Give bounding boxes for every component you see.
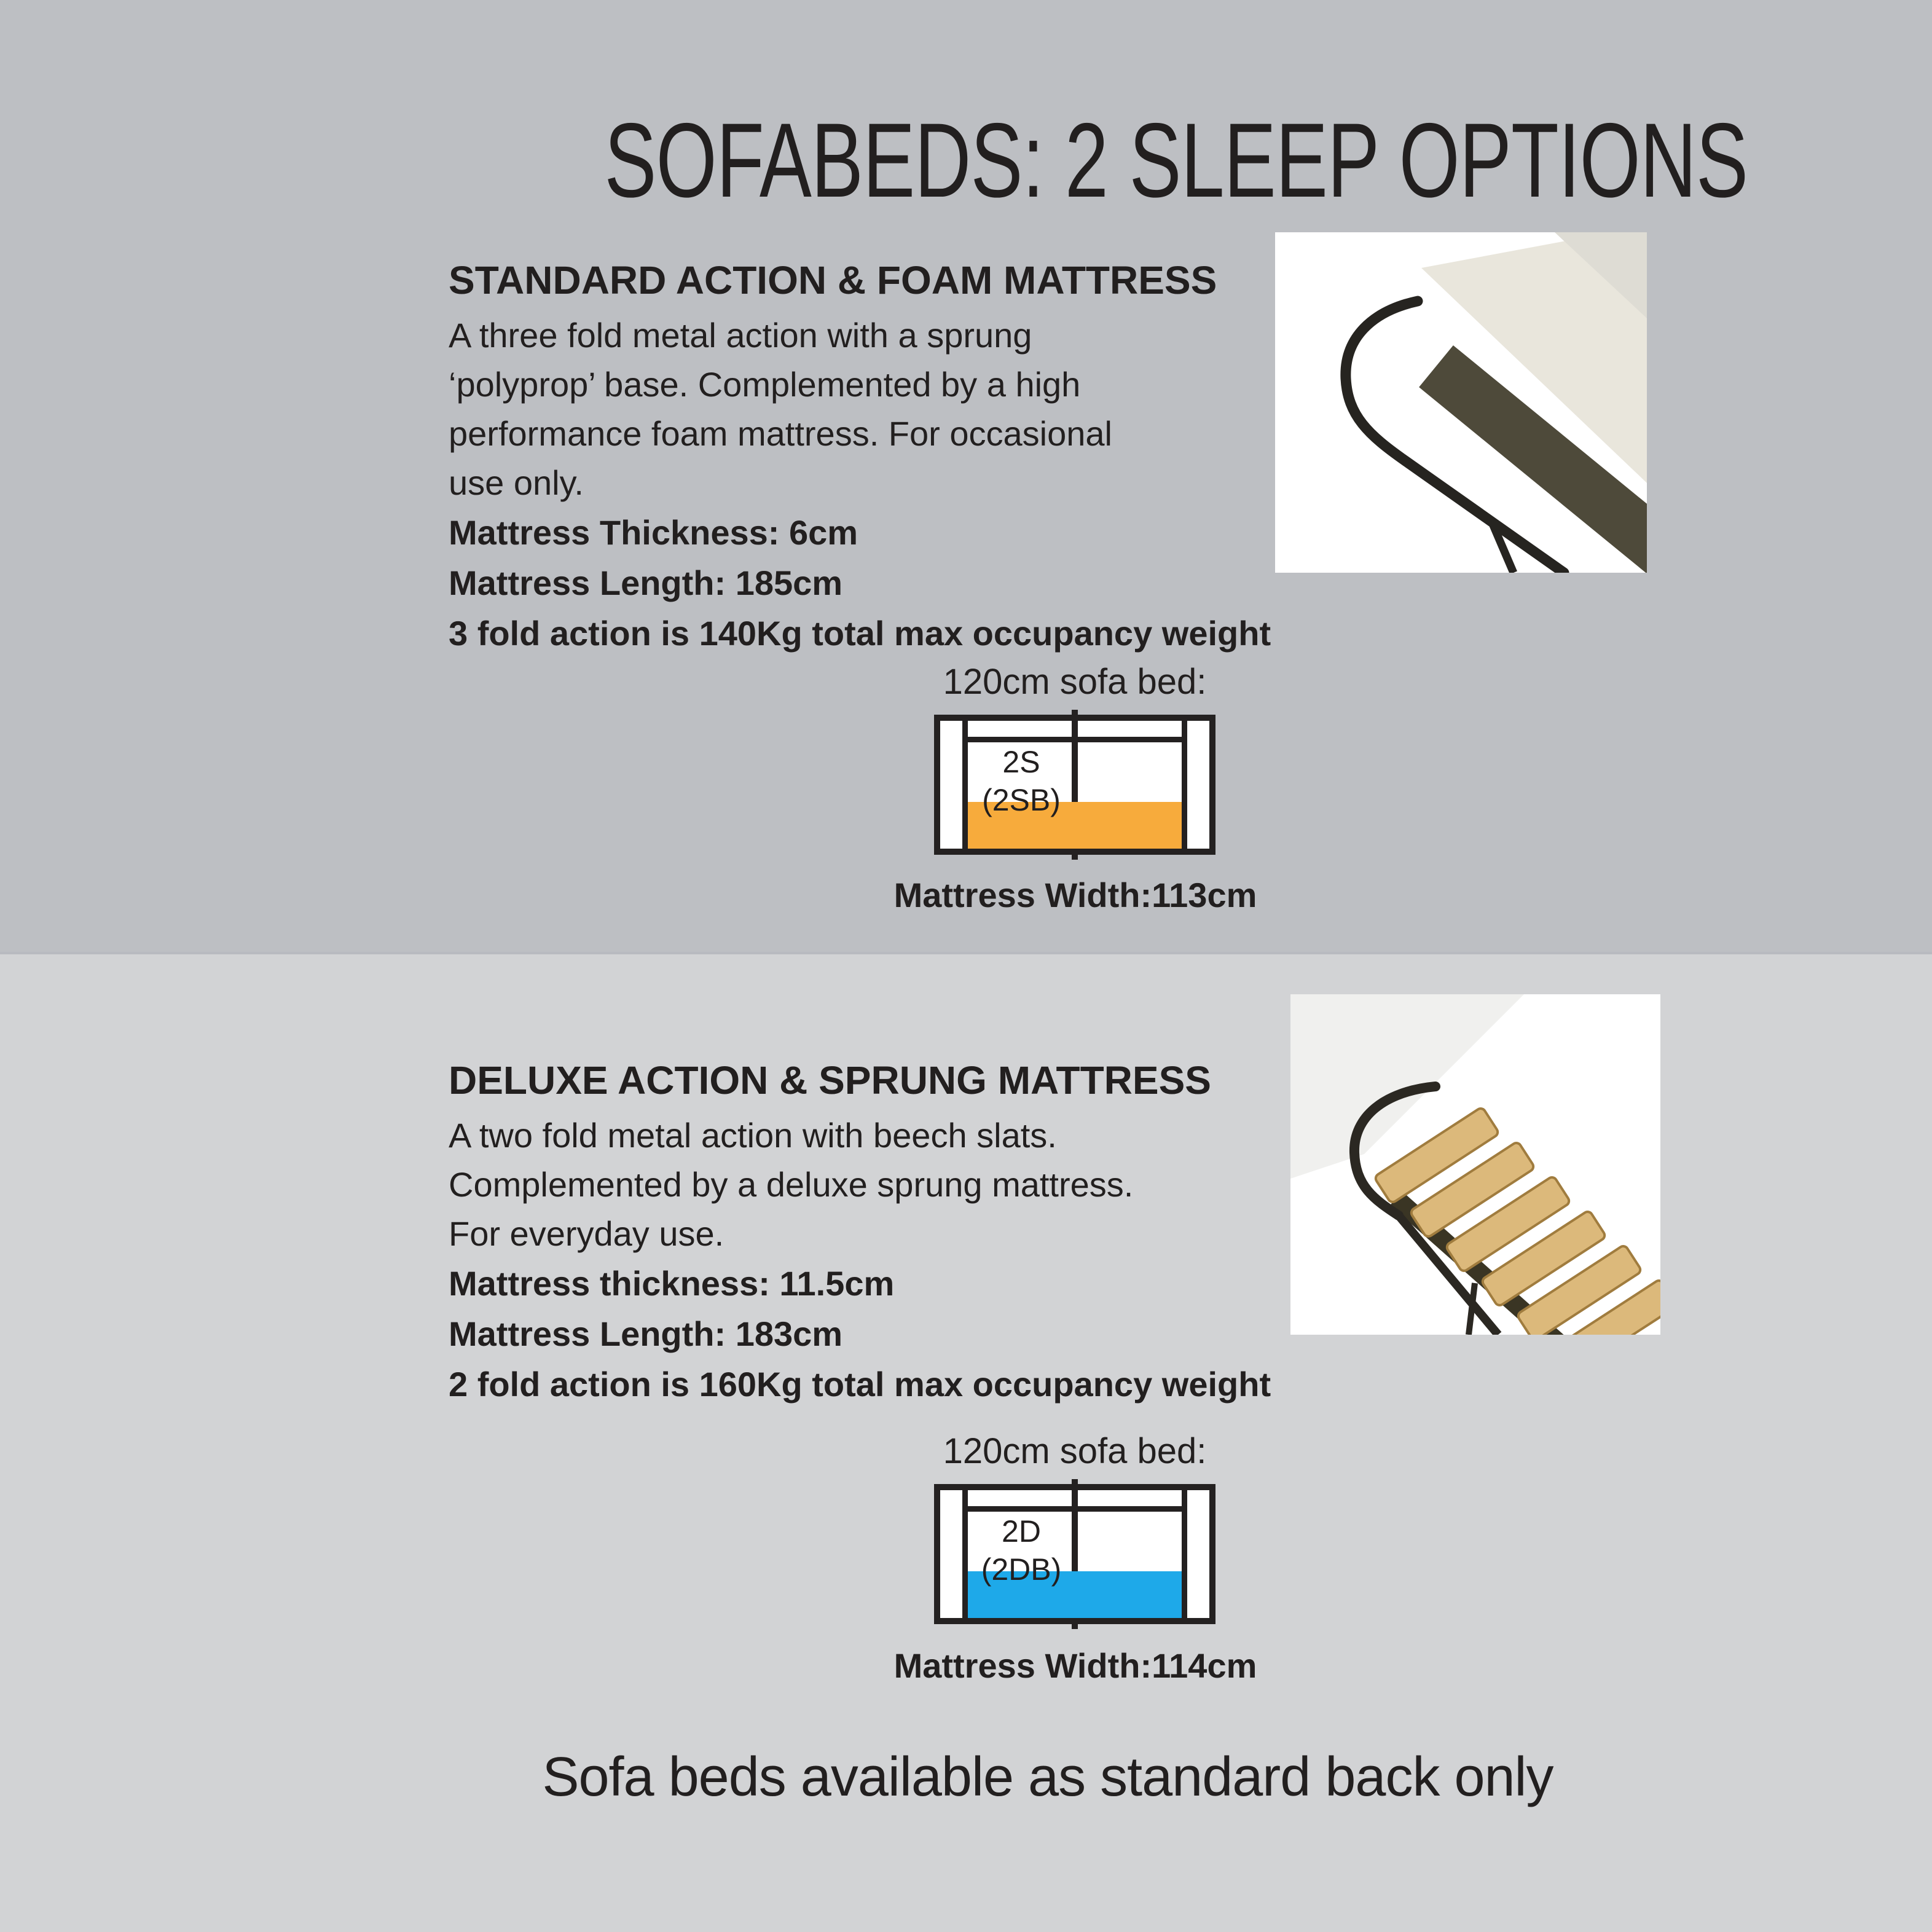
beech-slat-frame-photo bbox=[1290, 994, 1660, 1335]
description-line: performance foam mattress. For occasional bbox=[449, 414, 1112, 453]
model-code-sub: (2SB) bbox=[982, 783, 1061, 817]
sofa-bed-diagram-standard bbox=[934, 715, 1215, 855]
spec-max-occupancy: 3 fold action is 140Kg total max occupancy weight bbox=[449, 614, 1271, 653]
standard-action-photo bbox=[1275, 232, 1647, 573]
mattress-width-caption: Mattress Width:113cm bbox=[893, 876, 1257, 914]
description-line: A two fold metal action with beech slats. bbox=[449, 1116, 1057, 1155]
model-code-main: 2D bbox=[1002, 1514, 1041, 1549]
spec-mattress-thickness: Mattress thickness: 11.5cm bbox=[449, 1264, 895, 1303]
right-arm-line bbox=[1182, 721, 1187, 849]
model-code bbox=[968, 743, 1075, 819]
mattress-width-caption: Mattress Width:114cm bbox=[893, 1646, 1257, 1685]
sofa-bed-diagram-deluxe bbox=[934, 1484, 1215, 1624]
model-code-sub: (2DB) bbox=[981, 1552, 1062, 1587]
standard-heading: STANDARD ACTION & FOAM MATTRESS bbox=[449, 258, 1217, 302]
left-arm-line bbox=[962, 721, 968, 849]
footer-note: Sofa beds available as standard back only bbox=[542, 1746, 1553, 1808]
description-line: use only. bbox=[449, 463, 584, 502]
model-code-main: 2S bbox=[1002, 745, 1040, 779]
sofa-bed-size-label: 120cm sofa bed: bbox=[943, 1431, 1207, 1471]
description-line: Complemented by a deluxe sprung mattress. bbox=[449, 1165, 1134, 1204]
deluxe-heading: DELUXE ACTION & SPRUNG MATTRESS bbox=[449, 1058, 1211, 1102]
deluxe-section-text bbox=[449, 1058, 1407, 1410]
model-code bbox=[968, 1512, 1075, 1588]
folded-bed-frame-photo bbox=[1275, 232, 1647, 573]
right-arm-line bbox=[1182, 1490, 1187, 1618]
spec-mattress-length: Mattress Length: 185cm bbox=[449, 564, 843, 602]
spec-max-occupancy: 2 fold action is 160Kg total max occupancy weight bbox=[449, 1365, 1271, 1404]
sofa-bed-size-label: 120cm sofa bed: bbox=[943, 662, 1207, 702]
left-arm-line bbox=[962, 1490, 968, 1618]
description-line: For everyday use. bbox=[449, 1214, 724, 1253]
deluxe-action-photo bbox=[1290, 994, 1660, 1335]
page-title: SOFABEDS: 2 SLEEP OPTIONS bbox=[604, 101, 1748, 219]
spec-mattress-length: Mattress Length: 183cm bbox=[449, 1314, 843, 1353]
spec-mattress-thickness: Mattress Thickness: 6cm bbox=[449, 513, 858, 552]
standard-section-text bbox=[449, 258, 1407, 659]
description-line: ‘polyprop’ base. Complemented by a high bbox=[449, 365, 1081, 404]
description-line: A three fold metal action with a sprung bbox=[449, 316, 1032, 355]
